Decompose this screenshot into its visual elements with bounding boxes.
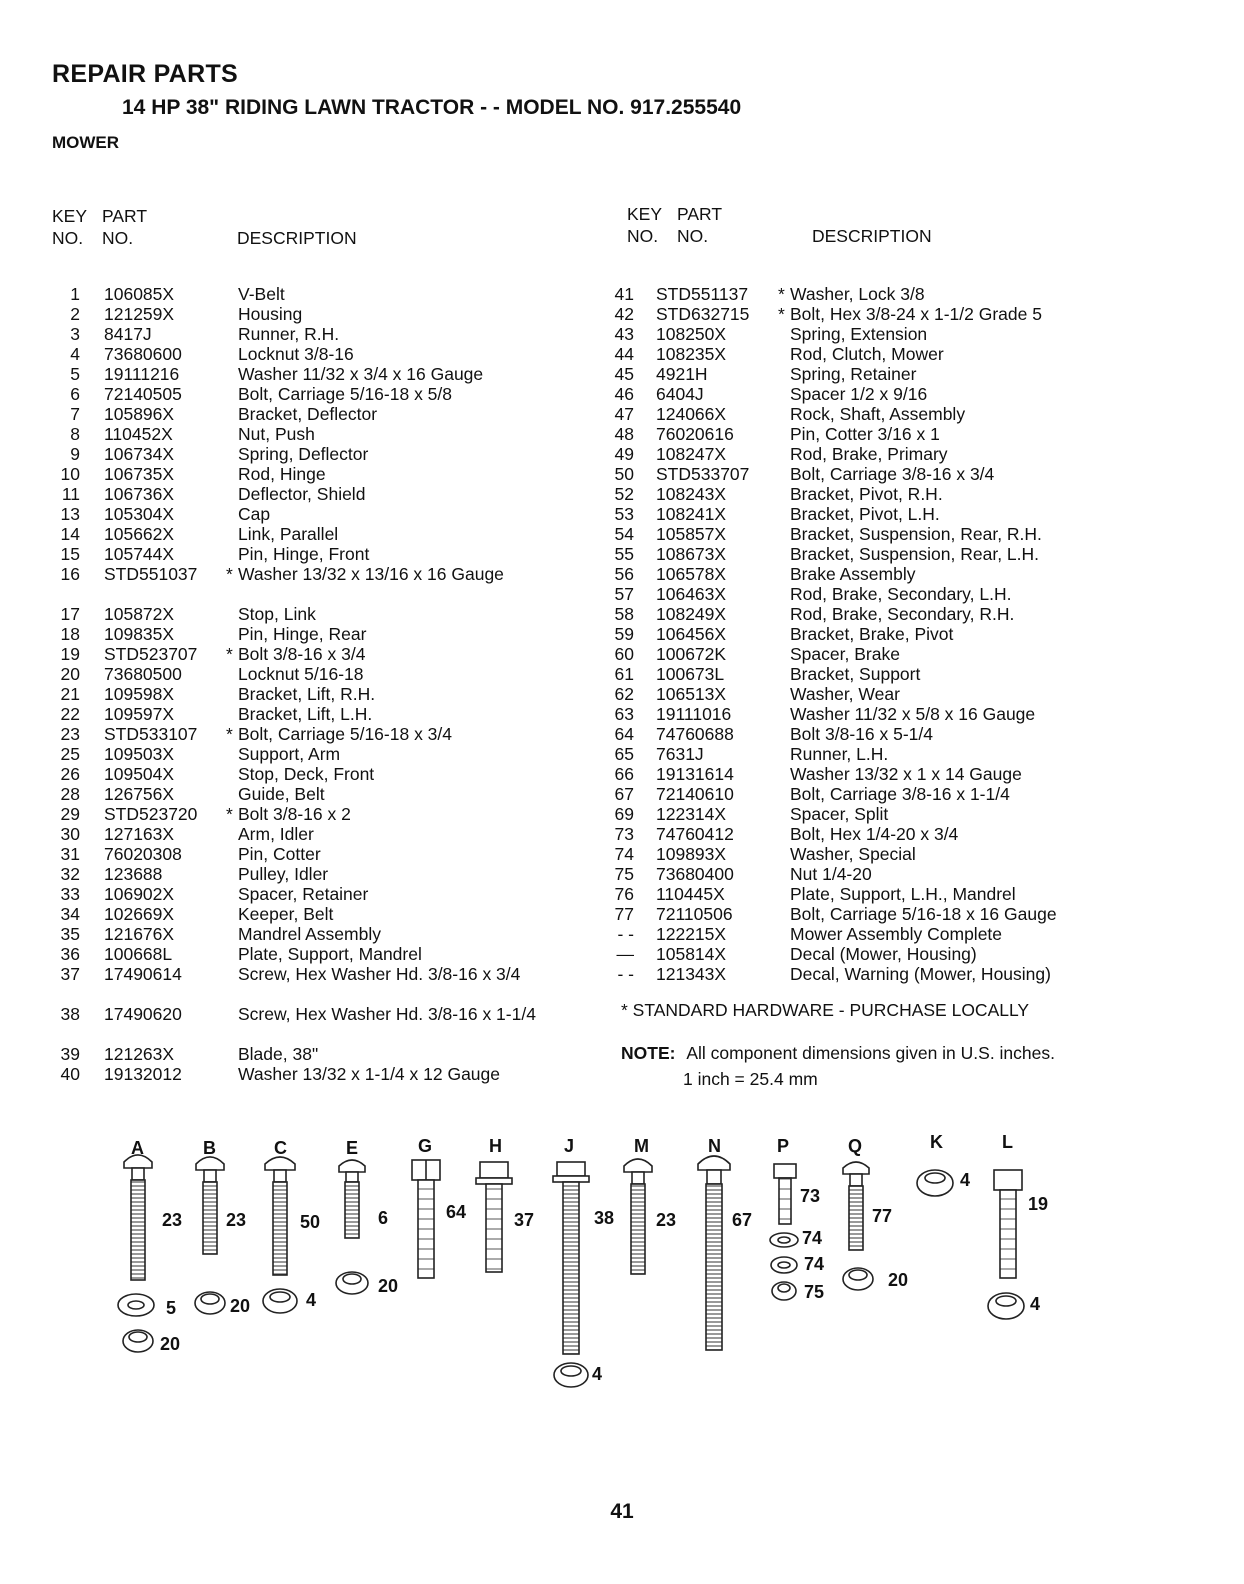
key-number: 54 [614,524,634,544]
part-description: Keeper, Belt [238,904,334,924]
part-description: V-Belt [238,284,285,304]
part-description: Bracket, Pivot, R.H. [790,484,943,504]
key-number: - - [617,964,634,984]
key-number: 18 [60,624,80,644]
standard-hardware-footnote: * STANDARD HARDWARE - PURCHASE LOCALLY [621,1000,1030,1020]
callout-number: 74 [802,1228,823,1248]
washer-74-b [771,1257,797,1273]
part-number: 121343X [656,964,727,984]
key-number: 69 [614,804,634,824]
part-number: STD523707 [104,644,198,664]
note-line2: 1 inch = 25.4 mm [683,1069,818,1089]
part-number: 121263X [104,1044,175,1064]
key-number: 1 [70,284,80,304]
part-number: 100668L [104,944,173,964]
part-description: Spring, Retainer [790,364,917,384]
part-number: STD632715 [656,304,750,324]
part-number: 109597X [104,704,175,724]
key-number: 76 [614,884,634,904]
hardware-letter: A [131,1138,144,1158]
part-description: Guide, Belt [238,784,325,804]
part-number: 109598X [104,684,175,704]
carriage-bolt-n [698,1156,730,1350]
part-number: 105814X [656,944,727,964]
part-description: Link, Parallel [238,524,339,544]
part-description: Spring, Deflector [238,444,369,464]
part-description: Rod, Brake, Secondary, R.H. [790,604,1015,624]
part-header: PART NO. [677,204,723,246]
key-number: 14 [60,524,80,544]
part-description: Bracket, Lift, R.H. [238,684,376,704]
part-description: Bolt, Carriage 3/8-16 x 1-1/4 [790,784,1010,804]
key-number: 31 [60,844,80,864]
part-description: Pin, Hinge, Rear [238,624,367,644]
part-number: STD551037 [104,564,198,584]
key-number: 59 [614,624,634,644]
part-number: 19111216 [104,364,180,384]
part-description: Blade, 38" [238,1044,319,1064]
part-description: Spacer, Brake [790,644,900,664]
part-number: 110452X [104,424,173,444]
callout-number: 23 [226,1210,247,1230]
callout-number: 20 [888,1270,909,1290]
part-description: Pin, Cotter 3/16 x 1 [790,424,940,444]
note-line1: All component dimensions given in U.S. inches. [686,1043,1055,1063]
page-number: 41 [610,1500,634,1523]
key-number: 60 [614,644,634,664]
part-number: 122314X [656,804,727,824]
part-number: 105662X [104,524,175,544]
part-number: 108235X [656,344,727,364]
part-description: Pin, Cotter [238,844,321,864]
hardware-letter: P [777,1136,790,1156]
key-number: 23 [60,724,80,744]
hardware-letter: B [203,1138,216,1158]
part-number: 106578X [656,564,727,584]
callout-number: 50 [300,1212,321,1232]
key-number: 28 [60,784,80,804]
part-description: Locknut 5/16-18 [238,664,364,684]
carriage-bolt-e [339,1160,365,1238]
part-number: 102669X [104,904,175,924]
part-description: Rod, Brake, Secondary, L.H. [790,584,1012,604]
callout-number: 4 [306,1290,317,1310]
part-description: Bracket, Support [790,664,921,684]
key-number: 8 [70,424,80,444]
part-description: Pulley, Idler [238,864,329,884]
part-number: 100672K [656,644,727,664]
note-label: NOTE: [621,1043,676,1063]
key-number: 65 [614,744,634,764]
key-number: 11 [61,484,80,504]
description-header: DESCRIPTION [237,228,357,248]
callout-number: 6 [378,1208,389,1228]
part-description: Bracket, Pivot, L.H. [790,504,940,524]
part-number: 73680600 [104,344,182,364]
part-description: Screw, Hex Washer Hd. 3/8-16 x 1-1/4 [238,1004,536,1024]
part-number: 121676X [104,924,175,944]
key-number: 26 [60,764,80,784]
part-header: PART NO. [102,206,148,248]
part-description: Bolt, Carriage 5/16-18 x 3/4 [238,724,453,744]
key-number: 10 [60,464,80,484]
part-number: 76020616 [656,424,734,444]
key-number: 39 [60,1044,80,1064]
part-description: Washer 13/32 x 13/16 x 16 Gauge [238,564,504,584]
part-number: 73680400 [656,864,734,884]
part-description: Spacer 1/2 x 9/16 [790,384,928,404]
part-number: 109893X [656,844,727,864]
part-description: Stop, Deck, Front [238,764,375,784]
key-number: 25 [60,744,80,764]
part-description: Washer 13/32 x 1 x 14 Gauge [790,764,1022,784]
part-number: 106463X [656,584,727,604]
callout-number: 20 [160,1334,181,1354]
part-number: 106902X [104,884,175,904]
part-number: 126756X [104,784,175,804]
callout-number: 75 [804,1282,825,1302]
key-number: 21 [60,684,80,704]
callout-number: 4 [1030,1294,1041,1314]
hardware-letter: K [930,1132,943,1152]
part-description: Bolt 3/8-16 x 5-1/4 [790,724,933,744]
part-description: Rock, Shaft, Assembly [790,404,966,424]
part-number: 8417J [104,324,152,344]
key-number: 4 [70,344,80,364]
key-number: 13 [60,504,80,524]
carriage-bolt-b [196,1157,224,1254]
callout-number: 5 [166,1298,177,1318]
hardware-letter: L [1002,1132,1013,1152]
part-number: 105304X [104,504,175,524]
standard-hardware-mark: * [778,304,785,324]
part-number: 74760688 [656,724,734,744]
key-number: 44 [614,344,634,364]
part-description: Stop, Link [238,604,316,624]
part-description: Bracket, Lift, L.H. [238,704,373,724]
part-description: Pin, Hinge, Front [238,544,370,564]
part-number: 19131614 [656,764,734,784]
part-description: Screw, Hex Washer Hd. 3/8-16 x 3/4 [238,964,521,984]
part-description: Washer 11/32 x 5/8 x 16 Gauge [790,704,1036,724]
key-number: 55 [614,544,634,564]
flat-washer-5 [118,1294,154,1316]
hardware-letter: Q [848,1136,863,1156]
part-description: Spacer, Split [790,804,889,824]
hardware-letter: J [564,1136,575,1156]
key-number: 53 [614,504,634,524]
key-number: 62 [614,684,634,704]
part-number: STD533107 [104,724,198,744]
part-number: 108243X [656,484,727,504]
part-number: 72110506 [656,904,733,924]
standard-hardware-mark: * [226,804,233,824]
key-number: 15 [60,544,80,564]
part-number: 123688 [104,864,163,884]
key-number: 5 [70,364,80,384]
part-number: 108247X [656,444,727,464]
key-number: 9 [70,444,80,464]
hardware-letter: N [708,1136,721,1156]
key-number: 57 [614,584,634,604]
key-number: 66 [614,764,634,784]
locknut-20-q [843,1268,873,1290]
hex-washer-screw-h [476,1162,512,1272]
key-number: 34 [60,904,80,924]
callout-number: 64 [446,1202,467,1222]
part-description: Bolt, Hex 3/8-24 x 1-1/2 Grade 5 [790,304,1042,324]
part-description: Spacer, Retainer [238,884,369,904]
key-number: - - [617,924,634,944]
part-description: Locknut 3/8-16 [238,344,354,364]
key-number: 38 [60,1004,80,1024]
part-description: Bolt, Carriage 5/16-18 x 16 Gauge [790,904,1057,924]
key-number: 61 [614,664,634,684]
part-description: Plate, Support, Mandrel [238,944,422,964]
part-number: 106456X [656,624,727,644]
hardware-letter: H [489,1136,502,1156]
part-description: Nut 1/4-20 [790,864,872,884]
part-number: 6404J [656,384,704,404]
part-number: 110445X [656,884,725,904]
part-number: STD523720 [104,804,198,824]
part-number: 106513X [656,684,727,704]
part-number: 19111016 [656,704,732,724]
callout-number: 23 [656,1210,677,1230]
key-number: 29 [60,804,80,824]
part-number: 76020308 [104,844,182,864]
part-number: 124066X [656,404,727,424]
part-description: Runner, L.H. [790,744,889,764]
key-number: 74 [614,844,634,864]
part-number: 4921H [656,364,708,384]
part-description: Bolt, Hex 1/4-20 x 3/4 [790,824,959,844]
part-description: Washer, Wear [790,684,900,704]
part-description: Decal (Mower, Housing) [790,944,977,964]
part-number: 73680500 [104,664,182,684]
locknut-20-b [195,1292,225,1314]
key-number: 40 [60,1064,80,1084]
key-number: 45 [614,364,634,384]
description-header: DESCRIPTION [812,226,932,246]
part-number: 122215X [656,924,727,944]
key-number: 37 [60,964,80,984]
part-description: Rod, Clutch, Mower [790,344,944,364]
part-description: Decal, Warning (Mower, Housing) [790,964,1051,984]
part-number: 109835X [104,624,175,644]
part-description: Washer, Special [790,844,916,864]
part-description: Cap [238,504,271,524]
part-number: 100673L [656,664,725,684]
carriage-bolt-a [124,1155,152,1280]
standard-hardware-mark: * [226,724,233,744]
part-description: Mower Assembly Complete [790,924,1003,944]
part-description: Arm, Idler [238,824,314,844]
standard-hardware-mark: * [226,644,233,664]
part-number: 106735X [104,464,175,484]
part-description: Bracket, Deflector [238,404,378,424]
callout-number: 20 [230,1296,251,1316]
key-number: 56 [614,564,634,584]
part-description: Rod, Hinge [238,464,326,484]
part-description: Mandrel Assembly [238,924,381,944]
section-heading: MOWER [52,133,120,152]
hex-bolt-g [412,1160,440,1278]
hardware-letter: E [346,1138,359,1158]
key-number: 42 [614,304,634,324]
part-description: Bracket, Brake, Pivot [790,624,954,644]
carriage-bolt-c [265,1157,295,1275]
key-number: 58 [614,604,634,624]
locknut-4-l [988,1293,1024,1319]
standard-hardware-mark: * [778,284,785,304]
key-number: 63 [614,704,634,724]
key-number: 35 [60,924,80,944]
callout-number: 4 [592,1364,603,1384]
key-number: 2 [70,304,80,324]
part-description: Plate, Support, L.H., Mandrel [790,884,1016,904]
part-description: Washer 13/32 x 1-1/4 x 12 Gauge [238,1064,501,1084]
callout-number: 77 [872,1206,893,1226]
hardware-letter: C [274,1138,287,1158]
key-number: 64 [614,724,634,744]
callout-number: 73 [800,1186,821,1206]
long-screw-j [553,1162,589,1354]
washer-74-a [770,1233,798,1247]
carriage-bolt-q [843,1162,869,1250]
part-number: 121259X [104,304,175,324]
key-number: 47 [614,404,634,424]
key-header: KEY NO. [52,206,88,248]
part-description: Bracket, Suspension, Rear, R.H. [790,524,1042,544]
callout-number: 74 [804,1254,825,1274]
key-number: 33 [60,884,80,904]
key-number: 43 [614,324,634,344]
key-number: 20 [60,664,80,684]
part-number: 17490614 [104,964,182,984]
part-number: 106085X [104,284,175,304]
part-number: 106736X [104,484,175,504]
part-number: 109504X [104,764,175,784]
callout-number: 23 [162,1210,183,1230]
model-subtitle: 14 HP 38" RIDING LAWN TRACTOR - - MODEL NO. 917.255540 [122,96,742,119]
key-number: 67 [614,784,634,804]
locknut-20-a [123,1330,153,1352]
key-header: KEY NO. [627,204,663,246]
part-number: 109503X [104,744,175,764]
part-number: 105872X [104,604,175,624]
part-number: 105744X [104,544,175,564]
key-number: 32 [60,864,80,884]
part-description: Bolt, Carriage 5/16-18 x 5/8 [238,384,453,404]
nut-75 [772,1282,796,1300]
part-description: Washer, Lock 3/8 [790,284,925,304]
part-number: STD533707 [656,464,750,484]
part-number: 72140505 [104,384,182,404]
part-number: 108249X [656,604,727,624]
key-number: 16 [60,564,80,584]
key-number: 50 [614,464,634,484]
key-number: 22 [60,704,80,724]
carriage-bolt-m [624,1159,652,1274]
page-title: REPAIR PARTS [52,60,239,88]
part-description: Support, Arm [238,744,341,764]
part-number: 106734X [104,444,175,464]
key-number: 52 [614,484,634,504]
key-number: 73 [614,824,634,844]
callout-number: 38 [594,1208,615,1228]
callout-number: 4 [960,1170,971,1190]
part-description: Housing [238,304,303,324]
callout-number: 37 [514,1210,535,1230]
part-number: STD551137 [656,284,749,304]
locknut-4-j [554,1363,588,1387]
key-number: 77 [614,904,634,924]
part-number: 72140610 [656,784,734,804]
part-number: 17490620 [104,1004,182,1024]
key-number: 6 [70,384,80,404]
standard-hardware-mark: * [226,564,233,584]
callout-number: 19 [1028,1194,1049,1214]
locknut-4-k [917,1170,953,1196]
part-description: Bolt, Carriage 3/8-16 x 3/4 [790,464,995,484]
part-description: Brake Assembly [790,564,916,584]
hardware-letter: G [418,1136,433,1156]
part-description: Deflector, Shield [238,484,366,504]
key-number: 7 [70,404,80,424]
part-description: Washer 11/32 x 3/4 x 16 Gauge [238,364,484,384]
part-description: Nut, Push [238,424,315,444]
key-number: 17 [60,604,80,624]
hex-bolt-l [994,1170,1022,1278]
key-number: 41 [614,284,634,304]
part-number: 127163X [104,824,175,844]
part-number: 108250X [656,324,727,344]
part-number: 74760412 [656,824,734,844]
callout-number: 67 [732,1210,753,1230]
key-number: 75 [614,864,634,884]
part-description: Rod, Brake, Primary [790,444,948,464]
key-number: 36 [60,944,80,964]
key-number: 48 [614,424,634,444]
key-number: 30 [60,824,80,844]
part-description: Spring, Extension [790,324,928,344]
key-number: 49 [614,444,634,464]
key-number: 46 [614,384,634,404]
part-number: 19132012 [104,1064,182,1084]
part-description: Bracket, Suspension, Rear, L.H. [790,544,1040,564]
key-number: 19 [60,644,80,664]
part-description: Bolt 3/8-16 x 3/4 [238,644,366,664]
part-number: 105857X [656,524,727,544]
locknut-20-e [336,1272,368,1294]
part-number: 108241X [656,504,727,524]
part-number: 108673X [656,544,727,564]
locknut-4-c [263,1289,297,1313]
key-number: 3 [70,324,80,344]
part-description: Bolt 3/8-16 x 2 [238,804,351,824]
callout-number: 20 [378,1276,399,1296]
part-number: 105896X [104,404,175,424]
key-number: — [616,944,634,964]
part-description: Runner, R.H. [238,324,340,344]
part-number: 7631J [656,744,704,764]
hex-bolt-p [774,1164,796,1224]
hardware-letter: M [634,1136,649,1156]
